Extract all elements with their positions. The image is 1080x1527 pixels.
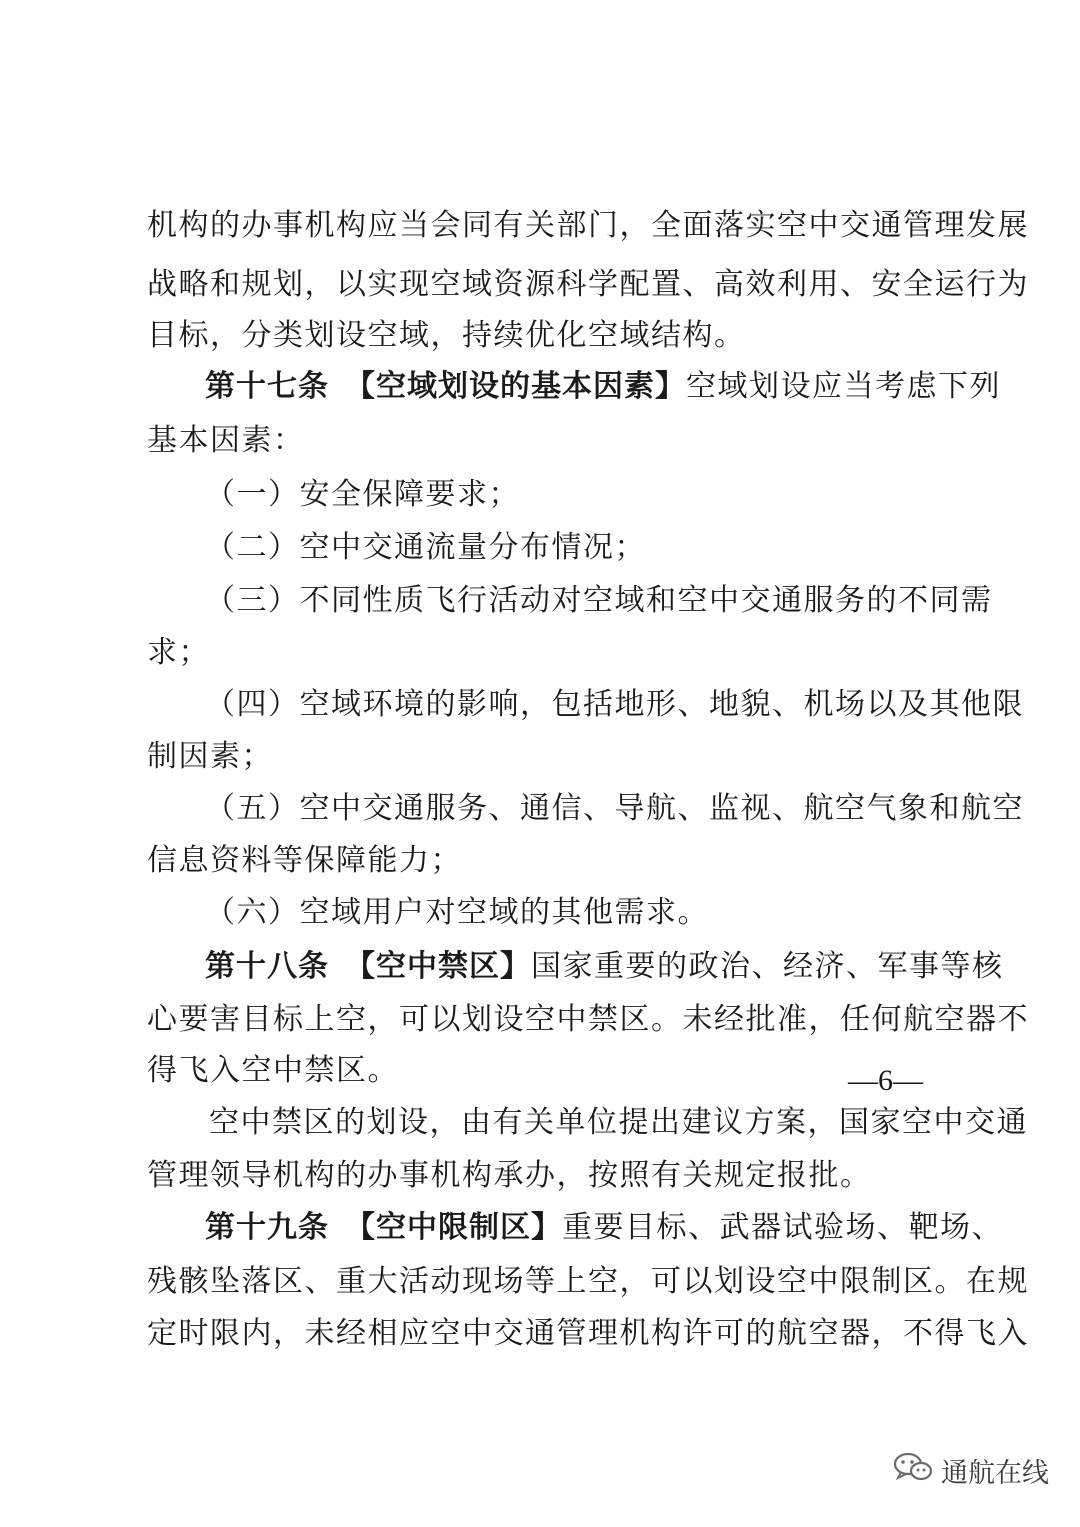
- text-line: 信息资料等保障能力；: [147, 843, 462, 878]
- text-line: 残骸坠落区、重大活动现场等上空，可以划设空中限制区。在规: [147, 1264, 1029, 1299]
- text-line: 管理领导机构的办事机构承办，按照有关规定报批。: [147, 1158, 872, 1193]
- text-line: 制因素；: [147, 739, 273, 774]
- text-line: 心要害目标上空，可以划设空中禁区。未经批准，任何航空器不: [147, 1002, 1029, 1037]
- text-line: 得飞入空中禁区。: [147, 1053, 399, 1088]
- watermark-text: 通航在线: [941, 1457, 1049, 1489]
- text-line: 定时限内，未经相应空中交通管理机构许可的航空器，不得飞入: [147, 1316, 1029, 1351]
- article-18: [205, 941, 1004, 985]
- text-line: 求；: [147, 635, 210, 670]
- text-line: 目标，分类划设空域，持续优化空域结构。: [147, 318, 746, 353]
- page-number: —6—: [848, 1064, 923, 1097]
- article-17: [205, 361, 1001, 405]
- list-item: （六）空域用户对空域的其他需求。: [205, 895, 709, 930]
- text-line: 基本因素：: [147, 423, 305, 458]
- article-19: [205, 1202, 1003, 1246]
- watermark: [893, 1452, 1049, 1488]
- article-19-heading: 第十九条 【空中限制区】: [205, 1210, 562, 1245]
- article-18-text: 国家重要的政治、经济、军事等核: [531, 949, 1004, 984]
- article-17-heading: 第十七条 【空域划设的基本因素】: [205, 369, 686, 404]
- article-19-text: 重要目标、武器试验场、靶场、: [562, 1210, 1003, 1245]
- list-item: （三）不同性质飞行活动对空域和空中交通服务的不同需: [205, 583, 993, 618]
- list-item: （二）空中交通流量分布情况；: [205, 530, 646, 565]
- list-item: （五）空中交通服务、通信、导航、监视、航空气象和航空: [205, 791, 1024, 826]
- text-line: 空中禁区的划设，由有关单位提出建议方案，国家空中交通: [209, 1105, 1028, 1140]
- article-17-text: 空域划设应当考虑下列: [686, 369, 1001, 404]
- list-item: （四）空域环境的影响，包括地形、地貌、机场以及其他限: [205, 687, 1024, 722]
- wechat-icon: [893, 1451, 933, 1490]
- text-line: 机构的办事机构应当会同有关部门，全面落实空中交通管理发展: [147, 208, 1029, 243]
- list-item: （一）安全保障要求；: [205, 477, 520, 512]
- text-line: 战略和规划，以实现空域资源科学配置、高效利用、安全运行为: [147, 267, 1029, 302]
- article-18-heading: 第十八条 【空中禁区】: [205, 949, 531, 984]
